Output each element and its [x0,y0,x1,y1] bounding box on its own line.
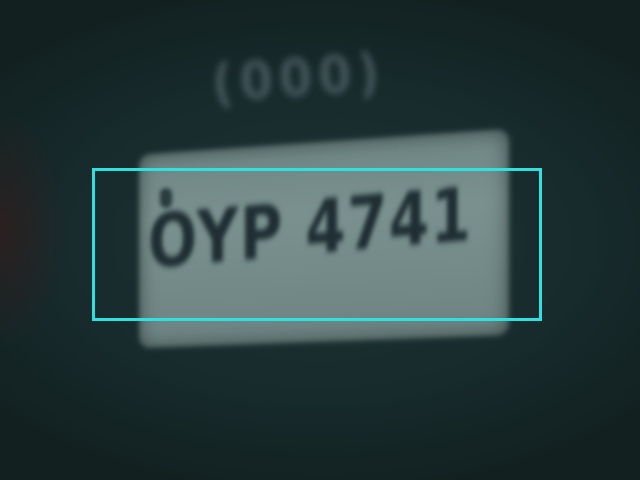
left-shadow [0,110,70,350]
detection-bounding-box[interactable] [92,168,542,321]
plate-number: OYP 4741 [148,171,473,286]
car-badge: (000) [209,41,388,116]
